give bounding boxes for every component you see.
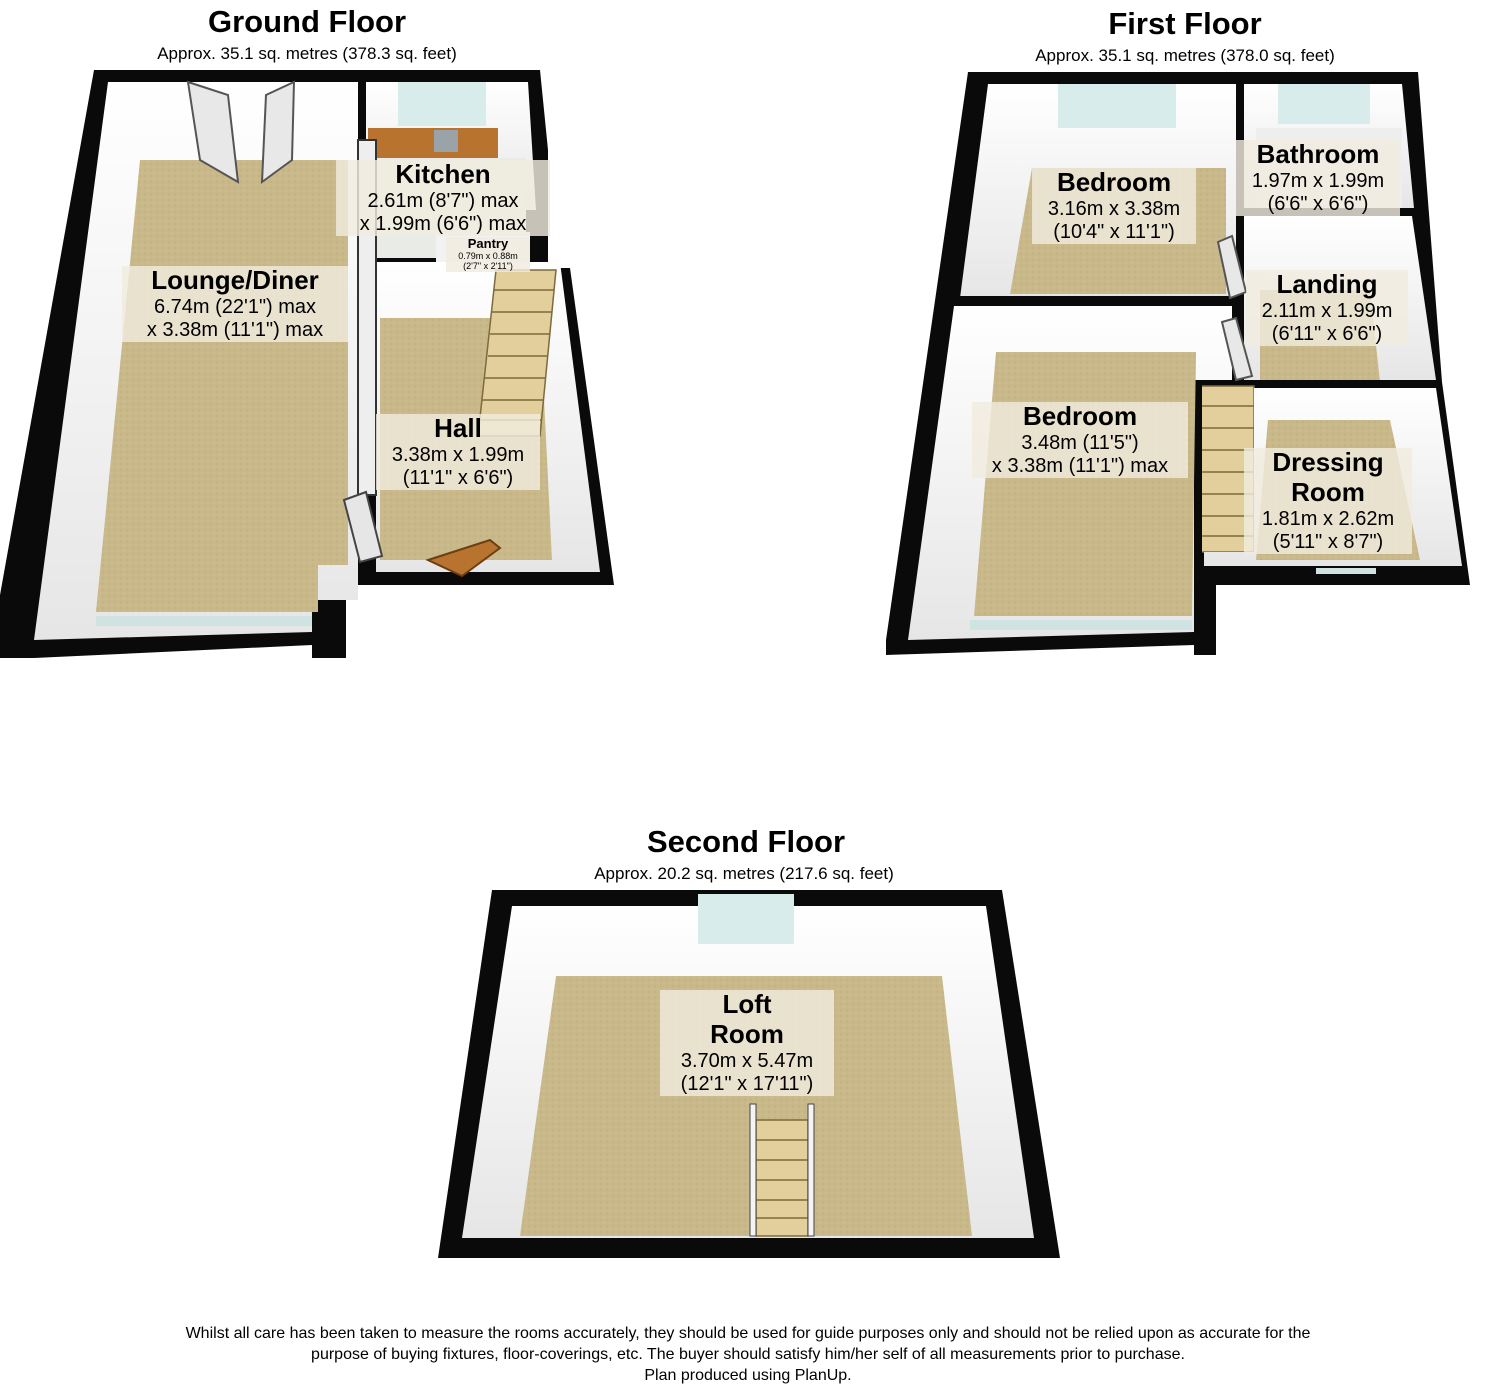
loft-window: [698, 894, 794, 944]
room-name: Kitchen: [395, 159, 491, 189]
room-label-kitchen: [336, 160, 550, 236]
room-dimension: x 3.38m (11'1") max: [146, 318, 324, 341]
first-floor-title: First Floor: [1108, 6, 1262, 41]
room-dimension: (11'1" x 6'6"): [402, 466, 514, 489]
room-dimension: 6.74m (22'1") max: [153, 295, 317, 318]
ground-floor-plan: [0, 70, 614, 658]
room-label-loft-room: [660, 990, 834, 1096]
room-dimension: (5'11" x 8'7"): [1272, 530, 1384, 553]
room-label-pantry: [446, 237, 530, 272]
room-name: Landing: [1276, 269, 1378, 299]
bedroom1-window: [1058, 84, 1176, 128]
room-dimension: 1.97m x 1.99m: [1251, 169, 1385, 192]
lounge-floor: [96, 160, 348, 612]
room-dimension: (6'11" x 6'6"): [1271, 322, 1383, 345]
room-dimension: x 1.99m (6'6") max: [359, 212, 527, 235]
first-floor-area: Approx. 35.1 sq. metres (378.0 sq. feet): [1035, 46, 1335, 65]
bathroom-window: [1278, 84, 1370, 124]
dressing-room-front-window: [1316, 568, 1376, 574]
room-label-hall: [376, 414, 540, 490]
room-dimension: 3.70m x 5.47m: [680, 1049, 814, 1072]
room-label-landing: [1246, 270, 1408, 346]
first-floor-partition-wall: [954, 296, 1244, 306]
room-name: Room: [710, 1018, 784, 1049]
landing-partition-wall: [1244, 380, 1440, 388]
kitchen-worktop: [368, 128, 498, 158]
room-dimension: 3.16m x 3.38m: [1047, 197, 1181, 220]
loft-stairs: [750, 1104, 814, 1236]
room-dimension: 2.11m x 1.99m: [1261, 299, 1393, 322]
room-dimension: x 3.38m (11'1") max: [991, 454, 1169, 477]
lounge-front-window: [96, 616, 312, 626]
room-dimension: 3.48m (11'5"): [1021, 431, 1139, 454]
room-dimension: 3.38m x 1.99m: [391, 443, 525, 466]
room-name: Pantry: [467, 236, 509, 251]
room-name: Room: [1291, 476, 1365, 507]
room-dimension: (2'7" x 2'11"): [463, 260, 513, 271]
room-dimension: 0.79m x 0.88m: [458, 250, 518, 261]
room-label-bedroom-rear: [1032, 168, 1196, 244]
disclaimer-line: purpose of buying fixtures, floor-coverings, etc. The buyer should satisfy him/her self of all measurements prior to purchase.: [311, 1346, 1185, 1363]
room-dimension: (12'1" x 17'11"): [680, 1072, 814, 1095]
disclaimer-line: Plan produced using PlanUp.: [644, 1367, 852, 1384]
room-label-bathroom: [1236, 140, 1400, 216]
room-label-dressing-room: [1244, 448, 1412, 554]
room-name: Bathroom: [1256, 139, 1380, 169]
ground-floor-area: Approx. 35.1 sq. metres (378.3 sq. feet): [157, 44, 457, 63]
room-name: Loft: [722, 989, 772, 1019]
room-name: Hall: [434, 413, 482, 443]
room-name: Dressing: [1272, 447, 1384, 477]
room-name: Lounge/Diner: [151, 265, 319, 295]
room-dimension: (6'6" x 6'6"): [1267, 192, 1369, 215]
room-label-lounge: [122, 266, 348, 342]
kitchen-sink: [434, 130, 458, 152]
room-name: Bedroom: [1056, 167, 1172, 197]
disclaimer: [0, 1323, 1496, 1386]
ground-floor-title: Ground Floor: [207, 4, 407, 39]
room-dimension: 2.61m (8'7") max: [367, 189, 519, 212]
kitchen-window: [398, 82, 486, 126]
second-floor-area: Approx. 20.2 sq. metres (217.6 sq. feet): [594, 864, 894, 883]
room-label-bedroom-front: [972, 402, 1188, 478]
bedroom2-front-window: [970, 620, 1192, 630]
second-floor-title: Second Floor: [646, 824, 846, 859]
room-dimension: (10'4" x 11'1"): [1053, 220, 1175, 243]
room-name: Bedroom: [1022, 401, 1138, 431]
bedroom2-floor: [974, 352, 1196, 616]
room-dimension: 1.81m x 2.62m: [1261, 507, 1395, 530]
disclaimer-line: Whilst all care has been taken to measure the rooms accurately, they should be used for guide purposes only and should not be relied upon as accurate for the: [185, 1325, 1311, 1342]
